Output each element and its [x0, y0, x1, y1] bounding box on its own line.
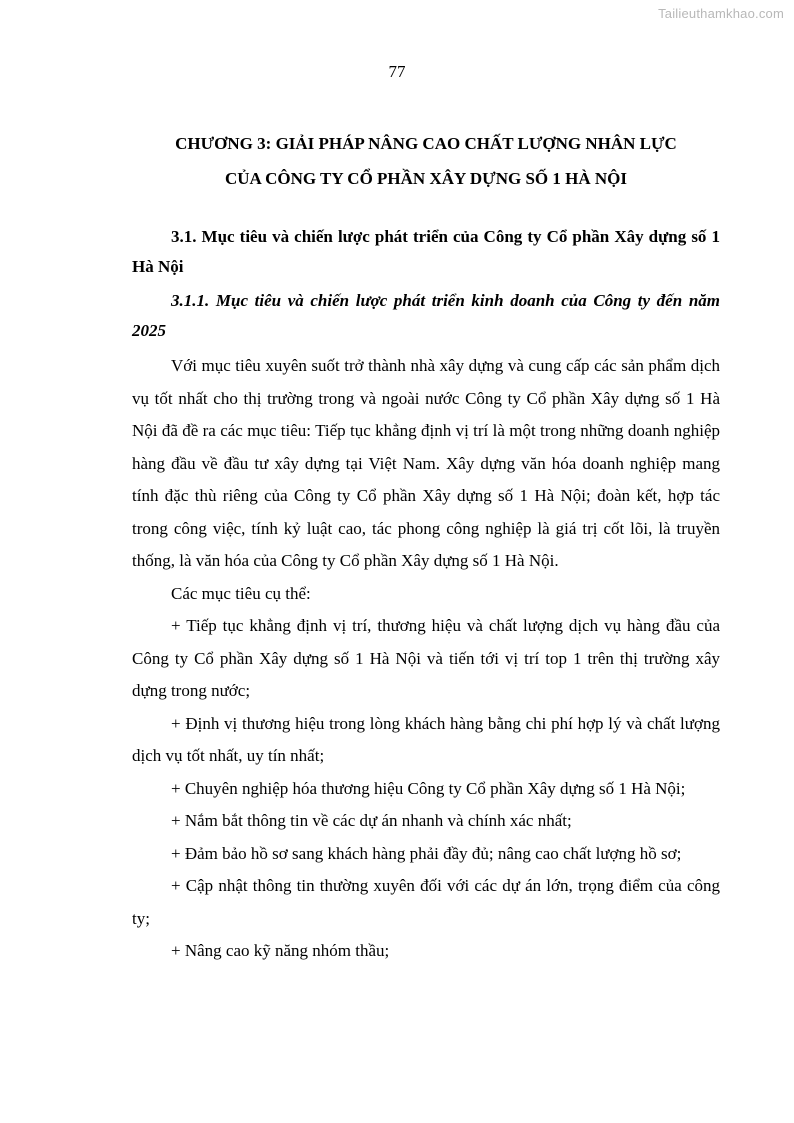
list-item: + Nắm bắt thông tin về các dự án nhanh và chính xác nhất;	[171, 811, 572, 830]
list-item: + Định vị thương hiệu trong lòng khách hàng bằng chi phí hợp lý và chất lượng dịch vụ tốt nhất, uy tín nhất;	[132, 713, 720, 765]
list-item: + Cập nhật thông tin thường xuyên đối với các dự án lớn, trọng điểm của công ty;	[132, 876, 720, 928]
objectives-list	[132, 610, 720, 968]
page-number: 77	[388, 62, 406, 81]
chapter-title	[132, 126, 720, 196]
list-item: + Đảm bảo hồ sơ sang khách hàng phải đầy đủ; nâng cao chất lượng hồ sơ;	[171, 843, 682, 863]
list-item: + Tiếp tục khẳng định vị trí, thương hiệu và chất lượng dịch vụ hàng đầu của Công ty Cổ phần Xây dựng số 1 Hà Nội và tiến tới vị trí top 1 trên thị trường xây dựng trong nước;	[132, 616, 720, 700]
list-item: + Chuyên nghiệp hóa thương hiệu Công ty Cổ phần Xây dựng số 1 Hà Nội;	[171, 778, 686, 798]
list-item: + Nâng cao kỹ năng nhóm thầu;	[171, 941, 390, 960]
watermark: Tailieuthamkhao.com	[658, 6, 784, 21]
chapter-title-line-2: CỦA CÔNG TY CỔ PHẦN XÂY DỰNG SỐ 1 HÀ NỘI	[224, 169, 628, 188]
intro-paragraph: Với mục tiêu xuyên suốt trở thành nhà xây dựng và cung cấp các sản phẩm dịch vụ tốt nhất cho thị trường trong và ngoài nước Công ty Cổ phần Xây dựng số 1 Hà Nội đã đề ra các mục tiêu: Tiếp tục khẳng định vị trí là một trong những doanh nghiệp hàng đầu về đầu tư xây dựng tại Việt Nam. Xây dựng văn hóa doanh nghiệp mang tính đặc thù riêng của Công ty Cổ phần Xây dựng số 1 Hà Nội; đoàn kết, hợp tác trong công việc, tính kỷ luật cao, tác phong công nghiệp là giá trị cốt lõi, là truyền thống, là văn hóa của Công ty Cổ phần Xây dựng số 1 Hà Nội.	[132, 356, 720, 570]
document-body	[132, 126, 720, 968]
objectives-intro: Các mục tiêu cụ thể:	[171, 583, 311, 603]
section-heading: 3.1. Mục tiêu và chiến lược phát triển của Công ty Cổ phần Xây dựng số 1 Hà Nội	[132, 227, 720, 276]
chapter-title-line-1: CHƯƠNG 3: GIẢI PHÁP NÂNG CAO CHẤT LƯỢNG NHÂN LỰC	[175, 134, 677, 153]
subsection-heading: 3.1.1. Mục tiêu và chiến lược phát triển kinh doanh của Công ty đến năm 2025	[132, 291, 720, 340]
